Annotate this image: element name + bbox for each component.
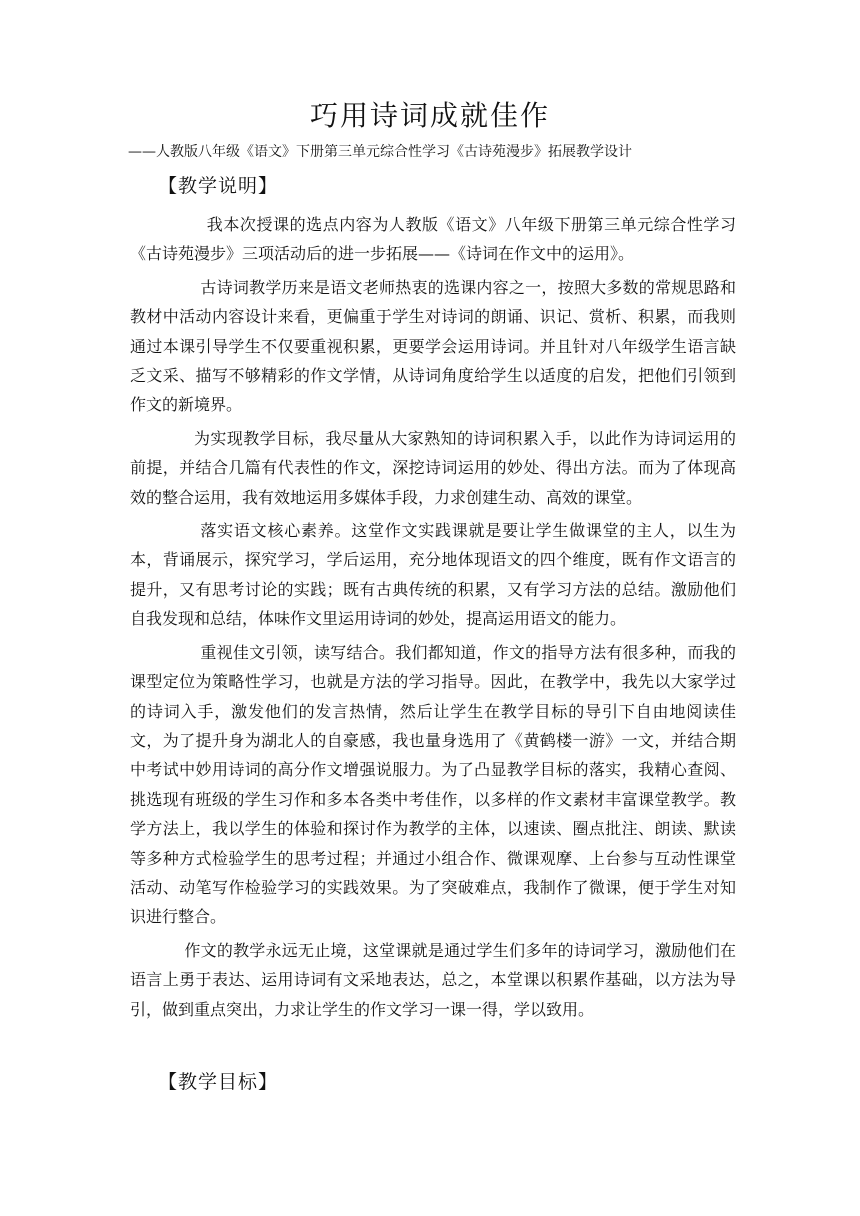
- section-body-teaching-notes: [130, 210, 736, 1024]
- paragraph: 落实语文核心素养。这堂作文实践课就是要让学生做课堂的主人，以生为本，背诵展示，探究学习，学后运用，充分地体现语文的四个维度，既有作文语言的提升，又有思考讨论的实践；既有古典传统的积累，又有学习方法的总结。激励他们自我发现和总结，体味作文里运用诗词的妙处，提高运用语文的能力。: [130, 521, 736, 629]
- paragraph: 古诗词教学历来是语文老师热衷的选课内容之一，按照大多数的常规思路和教材中活动内容设计来看，更偏重于学生对诗词的朗诵、识记、赏析、积累，而我则通过本课引导学生不仅要重视积累，更要学会运用诗词。并且针对八年级学生语言缺乏文采、描写不够精彩的作文学情，从诗词角度给学生以适度的启发，把他们引领到作文的新境界。: [130, 277, 736, 415]
- document-subtitle: ——人教版八年级《语文》下册第三单元综合性学习《古诗苑漫步》拓展教学设计: [128, 144, 632, 160]
- section-heading-teaching-notes: 【教学说明】: [158, 175, 279, 197]
- paragraph: 我本次授课的选点内容为人教版《语文》八年级下册第三单元综合性学习《古诗苑漫步》三项活动后的进一步拓展——《诗词在作文中的运用》。: [130, 215, 736, 264]
- paragraph: 为实现教学目标，我尽量从大家熟知的诗词积累入手，以此作为诗词运用的前提，并结合几篇有代表性的作文，深挖诗词运用的妙处、得出方法。而为了体现高效的整合运用，我有效地运用多媒体手段，力求创建生动、高效的课堂。: [130, 428, 736, 507]
- section-heading-teaching-goals: 【教学目标】: [158, 1071, 279, 1093]
- paragraph: 作文的教学永远无止境，这堂课就是通过学生们多年的诗词学习，激励他们在语言上勇于表达、运用诗词有文采地表达，总之，本堂课以积累作基础，以方法为导引，做到重点突出，力求让学生的作文学习一课一得，学以致用。: [130, 940, 736, 1019]
- paragraph: 重视佳文引领，读写结合。我们都知道，作文的指导方法有很多种，而我的课型定位为策略性学习，也就是方法的学习指导。因此，在教学中，我先以大家学过的诗词入手，激发他们的发言热情，然后让学生在教学目标的导引下自由地阅读佳文，为了提升身为湖北人的自豪感，我也量身选用了《黄鹤楼一游》一文，并结合期中考试中妙用诗词的高分作文增强说服力。为了凸显教学目标的落实，我精心查阅、挑选现有班级的学生习作和多本各类中考佳作，以多样的作文素材丰富课堂教学。教学方法上，我以学生的体验和探讨作为教学的主体，以速读、圈点批注、朗读、默读等多种方式检验学生的思考过程；并通过小组合作、微课观摩、上台参与互动性课堂活动、动笔写作检验学习的实践效果。为了突破难点，我制作了微课，便于学生对知识进行整合。: [130, 642, 736, 927]
- document-title: 巧用诗词成就佳作: [309, 99, 550, 132]
